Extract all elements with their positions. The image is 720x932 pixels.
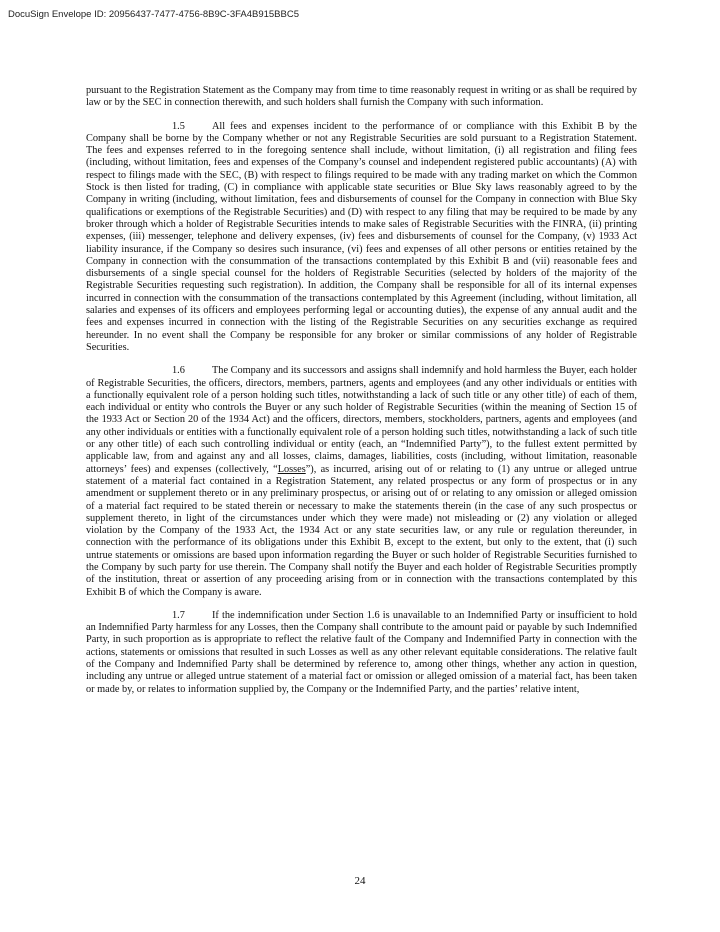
section-text: If the indemnification under Section 1.6 is unavailable to an Indemnified Party or insufficient to hold an Indemnified Party harmless for any Losses, then the Company shall contribute to the amount paid or payable by such Indemnified Party, in such proportion as is appropriate to reflect the relative fault of the Company and Indemnified Party in connection with the actions, statements or omissions that resulted in such Losses as well as any other relevant equitable considerations. The relative fault of the Company and Indemnified Party shall be determined by reference to, among other things, whether any action in question, including any untrue or alleged untrue statement of a material fact or omission or alleged omission of a material fact, has been taken or made by, or relates to information supplied by, the Company or the Indemnified Party, and the parties’ relative intent, <box>86 609 637 695</box>
envelope-id: DocuSign Envelope ID: 20956437-7477-4756-8B9C-3FA4B915BBC5 <box>8 9 300 20</box>
section-text-after: ”), as incurred, arising out of or relating to (1) any untrue or alleged untrue statement of a material fact contained in a Registration Statement, any related prospectus or any form of prospectus or in any amendment or supplement thereto or in any preliminary prospectus, or arising out of or relating to any omission or alleged omission of a material fact required to be stated therein or necessary to make the statements therein (in the case of any such prospectus or supplement thereto, in light of the circumstances under which they were made) not misleading or (2) any violation or alleged violation by the Company of the 1933 Act, the 1934 Act or any state securities law, or any rule or regulation thereunder, in connection with the performance of its obligations under this Exhibit B, except to the extent, but only to the extent, that (i) such untrue statements or omissions are based upon information regarding the Buyer or such holder of Registrable Securities furnished to the Company by such party for use therein. The Company shall notify the Buyer and each holder of Registrable Securities promptly of the institution, threat or assertion of any proceeding arising from or in connection with the transactions contemplated by this Exhibit B of which the Company is aware. <box>86 463 638 598</box>
page-number: 24 <box>354 875 366 887</box>
section-number: 1.7 <box>172 609 185 621</box>
section-1-7 <box>86 610 637 696</box>
section-text: All fees and expenses incident to the performance of or compliance with this Exhibit B by the Company shall be borne by the Company whether or not any Registrable Securities are sold pursuant to a Registration Statement. The fees and expenses referred to in the foregoing sentence shall include, without limitation, (i) all registration and filing fees (including, without limitation, fees and expenses of the Company’s counsel and independent registered public accountants) (A) with respect to filings made with the SEC, (B) with respect to filings required to be made with any trading market on which the Common Stock is then listed for trading, (C) in compliance with applicable state securities or Blue Sky laws reasonably agreed to by the Company in writing (including, without limitation, fees and disbursements of counsel for the Company in connection with Blue Sky qualifications or exemptions of the Registrable Securities) and (D) with respect to any filing that may be required to be made by any broker through which a holder of Registrable Securities intends to make sales of Registrable Securities with the FINRA, (ii) printing expenses, (iii) messenger, telephone and delivery expenses, (iv) fees and disbursements of counsel for the Company, (v) 1933 Act liability insurance, if the Company so desires such insurance, (vi) fees and expenses of all other persons or entities retained by the Company in connection with the consummation of the transactions contemplated by this Exhibit B and (vii) reasonable fees and disbursements of a single special counsel for the holders of Registrable Securities (selected by holders of the majority of the Registrable Securities requesting such registration). In addition, the Company shall be responsible for all of its internal expenses incurred in connection with the consummation of the transactions contemplated by this Agreement (including, without limitation, all salaries and expenses of its officers and employees performing legal or accounting duties), the expense of any annual audit and the fees and expenses incurred in connection with the listing of the Registrable Securities on any securities exchange as required hereunder. In no event shall the Company be responsible for any broker or similar commissions of any holder of Registrable Securities. <box>86 120 637 353</box>
section-1-6 <box>86 365 637 599</box>
section-number: 1.5 <box>172 120 185 132</box>
document-body <box>86 85 637 707</box>
section-number: 1.6 <box>172 365 185 377</box>
section-1-5 <box>86 121 637 355</box>
defined-term-losses: Losses <box>277 463 306 475</box>
paragraph-continuation: pursuant to the Registration Statement as the Company may from time to time reasonably request in writing or as shall be required by law or by the SEC in connection therewith, and such holders shall furnish the Company with such information. <box>86 85 637 109</box>
section-text-before: The Company and its successors and assigns shall indemnify and hold harmless the Buyer, each holder of Registrable Securities, the officers, directors, members, partners, agents and employees (and any other individuals or entities with a functionally equivalent role of a person holding such titles, notwithstanding a lack of such title or any other title) of each of them, each individual or entity who controls the Buyer or any such holder of Registrable Securities (within the meaning of Section 15 of the 1933 Act or Section 20 of the 1934 Act) and the officers, directors, members, stockholders, partners, agents and employees (and any other individuals or entities with a functionally equivalent role of a person holding such titles, notwithstanding a lack of such title or any other title) of each such controlling individual or entity (each, an “Indemnified Party”), to the fullest extent permitted by applicable law, from and against any and all losses, claims, damages, liabilities, costs (including, without limitation, reasonable attorneys’ fees) and expenses (collectively, “ <box>86 365 637 475</box>
